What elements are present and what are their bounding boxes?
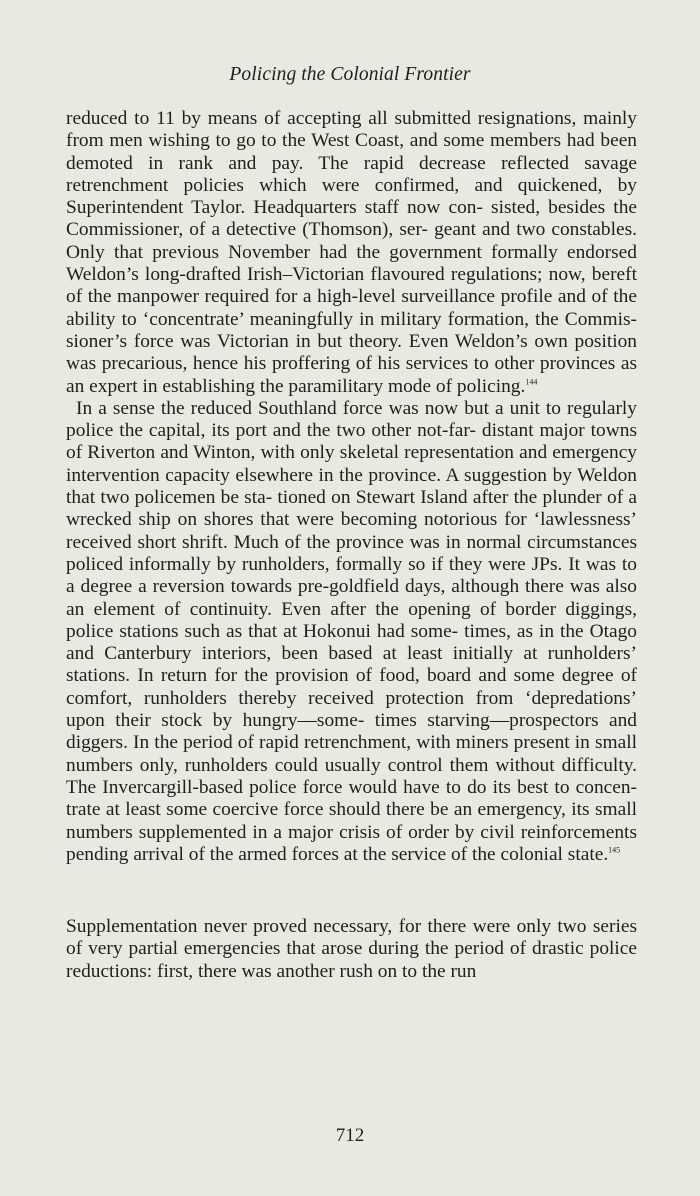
paragraph-1-text: reduced to 11 by means of accepting all submitted resignations, mainly from men wishing to go to the West Coast, and some members had been demoted in rank and pay. The rapid decrease reflected savage retrenchment policies which were confirmed, and quickened, by Superintendent Taylor. Headquarters staff now con- sisted, besides the Commissioner, of a detective (Thomson), ser- geant and two constables. Only that previous November had the government formally endorsed Weldon’s long-drafted Irish–Victorian flavoured regulations; now, bereft of the manpower required for a high-level surveillance profile and of the ability to ‘concentrate’ meaningfully in military formation, the Commis- sioner’s force was Victorian in but theory. Even Weldon’s own position was precarious, hence his proffering of his services to other provinces as an expert in establishing the paramilitary mode of policing. (66, 108, 637, 397)
footnote-marker-145[interactable]: 145 (608, 845, 621, 855)
footnote-marker-144[interactable]: 144 (525, 377, 538, 387)
body-text (66, 108, 637, 983)
paragraph-2 (66, 398, 637, 866)
paragraph-2-text: In a sense the reduced Southland force was now but a unit to regularly police the capital, its port and the two other not-far- distant major towns of Riverton and Winton, with only skeletal representation and emergency intervention capacity elsewhere in the province. A suggestion by Weldon that two policemen be sta- tioned on Stewart Island after the plunder of a wrecked ship on shores that were becoming notorious for ‘lawlessness’ received short shrift. Much of the province was in normal circumstances policed informally by runholders, formally so if they were JPs. It was to a degree a reversion towards pre-goldfield days, although there was also an element of continuity. Even after the opening of border diggings, police stations such as that at Hokonui had some- times, as in the Otago and Canterbury interiors, been based at least initially at runholders’ stations. In return for the provision of food, board and some degree of comfort, runholders thereby received protection from ‘depredations’ upon their stock by hungry—some- times starving—prospectors and diggers. In the period of rapid retrenchment, with miners present in small numbers only, runholders could usually control them without difficulty. The Invercargill-based police force would have to do its best to concen- trate at least some coercive force should there be an emergency, its small numbers supplemented in a major crisis of order by civil reinforcements pending arrival of the armed forces at the service of the colonial state. (66, 397, 637, 865)
running-head: Policing the Colonial Frontier (229, 64, 471, 85)
paragraph-1 (66, 108, 637, 398)
paragraph-3 (66, 916, 637, 983)
paragraph-3-text: Supplementation never proved necessary, for there were only two series of very partial emergencies that arose during the period of drastic police reductions: first, there was another rush on to the run (66, 916, 637, 982)
page-number: 712 (335, 1125, 365, 1146)
